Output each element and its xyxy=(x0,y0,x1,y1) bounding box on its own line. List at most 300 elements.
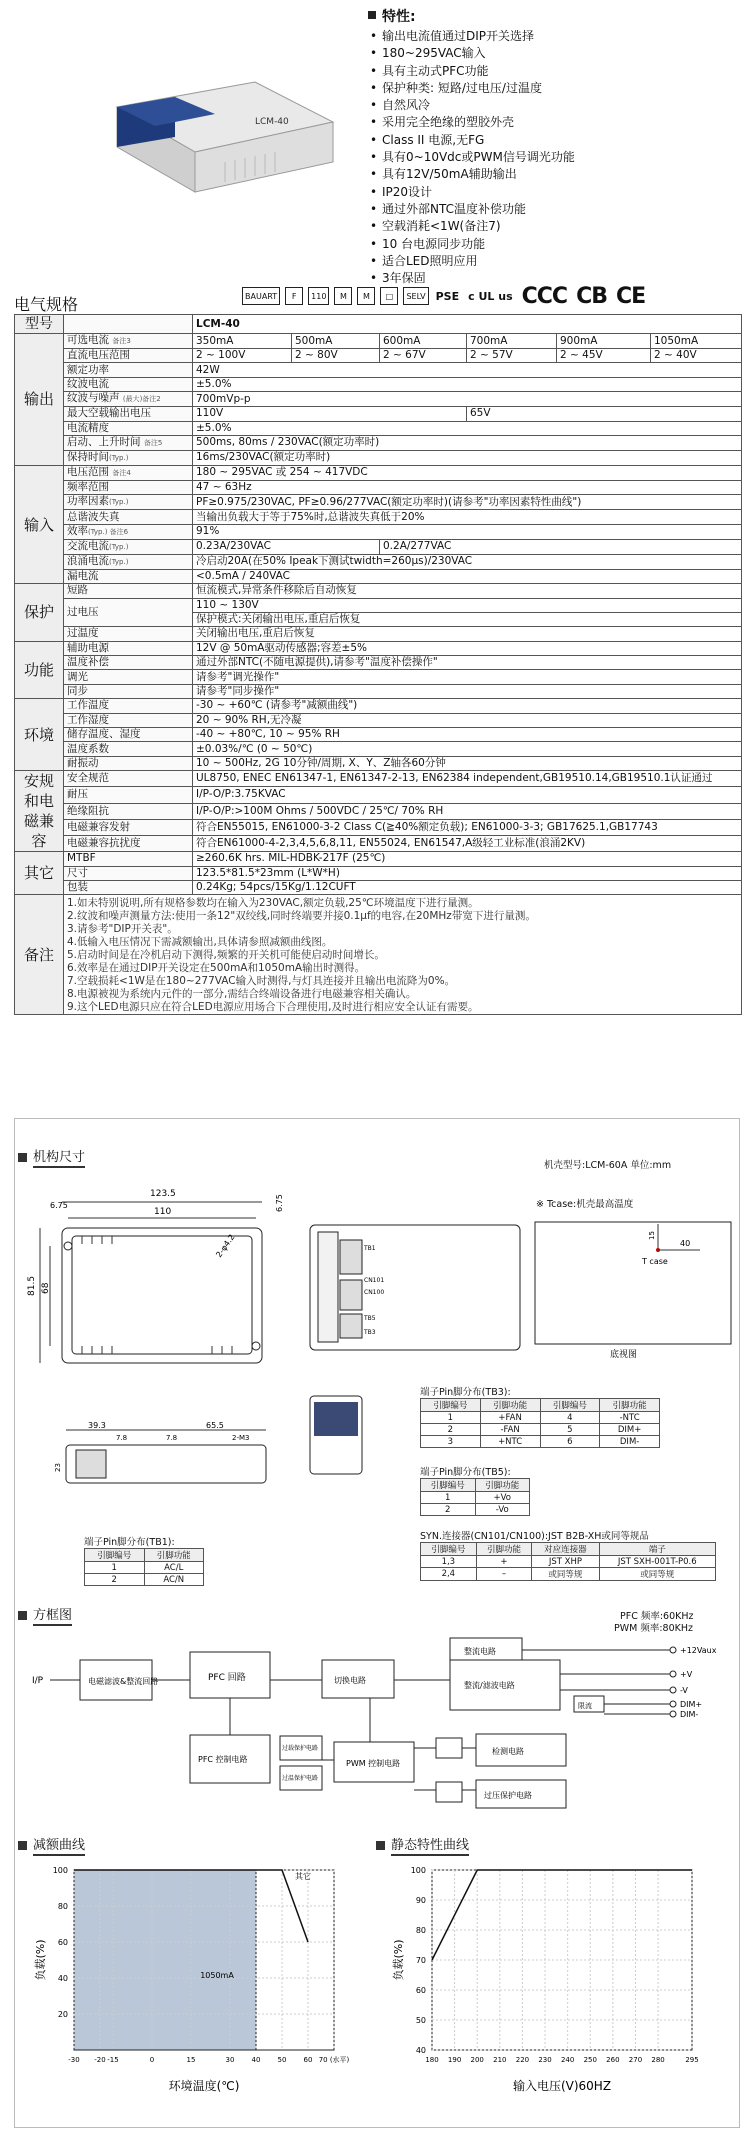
header-cell: 引脚编号 xyxy=(421,1479,476,1492)
cell: 0.2A/277VAC xyxy=(380,539,742,554)
y-tick-label: 90 xyxy=(415,1896,426,1905)
y-tick-label: 40 xyxy=(57,1974,68,1983)
cell: 通过外部NTC(不随电源提供),请参考"温度补偿操作" xyxy=(193,656,742,670)
x-tick-label: 190 xyxy=(447,2056,462,2064)
table-header-row xyxy=(421,1479,530,1492)
cell: 42W xyxy=(193,363,742,377)
row-label: 交流电流(Typ.) xyxy=(64,539,193,554)
x-tick-label: 220 xyxy=(515,2056,530,2064)
x-tick-label: -30 xyxy=(68,2056,80,2064)
connector-label: CN100 xyxy=(364,1289,385,1296)
cell: 2 ~ 80V xyxy=(292,349,380,363)
table-cell: -Vo xyxy=(475,1504,530,1516)
table-cell: 2,4 xyxy=(421,1568,477,1581)
cell: 1050mA xyxy=(651,334,742,349)
table-row xyxy=(421,1556,716,1568)
pfc-ctrl-block: PFC 控制电路 xyxy=(198,1755,248,1764)
table-cell: +Vo xyxy=(475,1492,530,1504)
tb3-table xyxy=(420,1398,660,1448)
table-cell: 2 xyxy=(421,1424,481,1436)
dimm-label: DIM- xyxy=(680,1710,699,1719)
group-safety: 安规和电磁兼容 xyxy=(15,771,64,852)
dim-label: 68 xyxy=(41,1282,51,1294)
feature-item: • Class II 电源,无FG xyxy=(368,132,738,149)
derating-chart xyxy=(20,1860,360,2120)
x-tick-label: 295 xyxy=(685,2056,699,2064)
group-function: 功能 xyxy=(15,641,64,699)
x-tick-label: 230 xyxy=(538,2056,552,2064)
cell: I/P-O/P:>100M Ohms / 500VDC / 25℃/ 70% RH xyxy=(193,803,742,819)
feature-item: • 具有主动式PFC功能 xyxy=(368,63,738,80)
row-label: 电压范围 备注4 xyxy=(64,465,193,480)
square-bullet-icon xyxy=(18,1153,27,1162)
features-block xyxy=(368,6,738,287)
row-label: MTBF xyxy=(64,852,193,866)
ovp-block: 过压保护电路 xyxy=(484,1791,532,1800)
table-cell: 1,3 xyxy=(421,1556,477,1568)
cell: 123.5*81.5*23mm (L*W*H) xyxy=(193,866,742,880)
row-label: 纹波电流 xyxy=(64,377,193,391)
dim-label: 40 xyxy=(680,1239,691,1248)
row-label: 绝缘阻抗 xyxy=(64,803,193,819)
bottom-view-label: 底视图 xyxy=(610,1350,638,1360)
feature-item: • 适合LED照明应用 xyxy=(368,253,738,270)
cell: 当输出负载大于等于75%时,总谐波失真低于20% xyxy=(193,510,742,524)
features-title: 特性: xyxy=(368,6,738,26)
cell: 500ms, 80ms / 230VAC(额定功率时) xyxy=(193,435,742,450)
block-diagram xyxy=(30,1630,730,1830)
table-row xyxy=(421,1492,530,1504)
row-label: 包装 xyxy=(64,880,193,894)
y-axis-label: 负载(%) xyxy=(392,1939,405,1981)
connector-label: CN101 xyxy=(364,1277,385,1284)
cell: 保护模式:关闭输出电压,重启后恢复 xyxy=(193,612,742,626)
cell: 20 ~ 90% RH,无冷凝 xyxy=(193,713,742,727)
dim-label: 110 xyxy=(154,1207,172,1217)
cert-logo: M xyxy=(357,287,375,305)
cell: 500mA xyxy=(292,334,380,349)
vplus-label: +V xyxy=(680,1670,693,1679)
static-chart xyxy=(378,1860,718,2120)
cell: I/P-O/P:3.75KVAC xyxy=(193,787,742,803)
x-tick-label: 260 xyxy=(606,2056,620,2064)
table-cell: 2 xyxy=(421,1504,476,1516)
spec-title: 电气规格 xyxy=(14,295,79,314)
dim-label: 7.8 xyxy=(116,1434,128,1442)
note-line: 9.这个LED电源只应在符合LED电源应用场合下合理使用,及时进行相应安全认证有需要。 xyxy=(67,1001,479,1014)
row-label: 尺寸 xyxy=(64,866,193,880)
row-label: 储存温度、湿度 xyxy=(64,728,193,742)
case-number: 机壳型号:LCM-60A 单位:mm xyxy=(544,1160,672,1171)
features-list xyxy=(368,28,738,287)
header-cell: 对应连接器 xyxy=(532,1543,599,1556)
region-label: 1050mA xyxy=(200,1971,234,1980)
dim-label: 6.75 xyxy=(275,1194,284,1212)
cell: 0.23A/230VAC xyxy=(193,539,380,554)
row-label: 浪涌电流(Typ.) xyxy=(64,554,193,569)
table-header-row xyxy=(85,1549,204,1562)
note-line: 3.请参考"DIP开关表"。 xyxy=(67,923,178,936)
header-cell: 引脚功能 xyxy=(475,1479,530,1492)
y-tick-label: 80 xyxy=(57,1902,68,1911)
product-label: LCM-40 xyxy=(255,117,289,127)
y-tick-label: 100 xyxy=(410,1866,426,1875)
row-label: 温度系数 xyxy=(64,742,193,756)
cell: <0.5mA / 240VAC xyxy=(193,569,742,583)
table-cell: -FAN xyxy=(480,1424,540,1436)
feature-item: • IP20设计 xyxy=(368,184,738,201)
feature-item: • 保护种类: 短路/过电压/过温度 xyxy=(368,80,738,97)
header-cell: 引脚功能 xyxy=(600,1399,660,1412)
table-cell: DIM+ xyxy=(600,1424,660,1436)
cell: 10 ~ 500Hz, 2G 10分钟/周期, X、Y、Z轴各60分钟 xyxy=(193,756,742,770)
emi-block: 电磁滤波&整流回路 xyxy=(88,1677,159,1686)
table-cell: AC/L xyxy=(144,1562,204,1574)
cell: 关闭输出电压,重启后恢复 xyxy=(193,627,742,641)
note-line: 2.纹波和噪声测量方法:使用一条12"双绞线,同时终端要并接0.1μf的电容,在20MHz带宽下进行量测。 xyxy=(67,910,536,923)
x-tick-label: 30 xyxy=(225,2056,235,2064)
feature-item: • 空载消耗<1W(备注7) xyxy=(368,218,738,235)
table-cell: AC/N xyxy=(144,1574,204,1586)
table-cell: – xyxy=(476,1568,532,1581)
dim-label: 39.3 xyxy=(88,1421,106,1430)
product-image xyxy=(105,52,345,202)
dim-label: 123.5 xyxy=(150,1189,176,1199)
cell: PF≥0.975/230VAC, PF≥0.96/277VAC(额定功率时)(请参考"功率因素特性曲线") xyxy=(193,495,742,510)
table-cell: 1 xyxy=(85,1562,145,1574)
cell: 2 ~ 67V xyxy=(380,349,467,363)
tb3-title: 端子Pin脚分布(TB3): xyxy=(420,1387,511,1398)
table-row xyxy=(421,1436,660,1448)
rectfilter-block: 整流/滤波电路 xyxy=(464,1681,515,1690)
header-cell: 引脚功能 xyxy=(480,1399,540,1412)
cell: 冷启动20A(在50% Ipeak下测试twidth=260μs)/230VAC xyxy=(193,554,742,569)
dim-label: 2-φ4.2 xyxy=(214,1232,237,1260)
row-label: 同步 xyxy=(64,684,193,698)
cell: ±5.0% xyxy=(193,377,742,391)
row-label: 额定功率 xyxy=(64,363,193,377)
feature-item: • 采用完全绝缘的塑胶外壳 xyxy=(368,114,738,131)
table-row xyxy=(85,1574,204,1586)
detect-block: 检测电路 xyxy=(492,1747,524,1756)
end-view-drawing xyxy=(302,1392,372,1478)
cell: 请参考"同步操作" xyxy=(193,684,742,698)
x-tick-label: 200 xyxy=(470,2056,484,2064)
table-cell: 5 xyxy=(540,1424,600,1436)
ocp-block: 过载保护电路 xyxy=(282,1745,319,1752)
static-section-title: 静态特性曲线 xyxy=(376,1834,469,1856)
row-label: 辅助电源 xyxy=(64,641,193,655)
vminus-label: -V xyxy=(680,1686,688,1695)
x-tick-label: 270 xyxy=(628,2056,643,2064)
table-header-row xyxy=(421,1543,716,1556)
connector-label: TB3 xyxy=(364,1329,376,1336)
table-cell: 3 xyxy=(421,1436,481,1448)
square-bullet-icon xyxy=(368,11,376,19)
header-cell: 引脚编号 xyxy=(85,1549,145,1562)
cert-logo: M xyxy=(334,287,352,305)
x-tick-label: 280 xyxy=(651,2056,665,2064)
row-label: 可选电流 备注3 xyxy=(64,334,193,349)
header-cell: 引脚功能 xyxy=(144,1549,204,1562)
syn-table xyxy=(420,1542,716,1581)
y-tick-label: 50 xyxy=(415,2016,426,2025)
cell: 65V xyxy=(467,407,742,421)
row-label: 调光 xyxy=(64,670,193,684)
y-tick-label: 20 xyxy=(57,2010,68,2019)
row-label: 电磁兼容发射 xyxy=(64,819,193,835)
cert-logo: F xyxy=(285,287,303,305)
table-row xyxy=(421,1568,716,1581)
mech-section-title: 机构尺寸 xyxy=(18,1146,85,1168)
x-axis-label: 输入电压(V)60HZ xyxy=(512,2079,612,2093)
cert-logos xyxy=(242,284,742,308)
aux-out-label: +12Vaux xyxy=(680,1646,717,1655)
table-cell: DIM- xyxy=(600,1436,660,1448)
row-label: 直流电压范围 xyxy=(64,349,193,363)
feature-item: • 通过外部NTC温度补偿功能 xyxy=(368,201,738,218)
bottom-view-drawing xyxy=(530,1212,736,1362)
cert-logo: PSE xyxy=(435,289,460,303)
cell: 恒流模式,异常条件移除后自动恢复 xyxy=(193,584,742,598)
table-cell: 6 xyxy=(540,1436,600,1448)
note-line: 7.空载损耗<1W是在180~277VAC输入时测得,与灯具连接并且输出电流降为0%。 xyxy=(67,975,456,988)
x-tick-label: 240 xyxy=(560,2056,575,2064)
x-tick-label: 50 xyxy=(277,2056,287,2064)
note-line: 5.启动时间是在冷机启动下测得,频繁的开关机可能使启动时间增长。 xyxy=(67,949,385,962)
table-header-row xyxy=(421,1399,660,1412)
y-axis-label: 负载(%) xyxy=(34,1939,47,1981)
row-label: 纹波与噪声 (最大)备注2 xyxy=(64,392,193,407)
dim-label: 15 xyxy=(648,1231,656,1240)
table-cell: 1 xyxy=(421,1412,481,1424)
y-tick-label: 70 xyxy=(415,1956,426,1965)
row-label: 耐压 xyxy=(64,787,193,803)
cell: 2 ~ 100V xyxy=(193,349,292,363)
table-cell: 2 xyxy=(85,1574,145,1586)
table-row xyxy=(421,1412,660,1424)
cert-logo: □ xyxy=(380,287,398,305)
cell: 47 ~ 63Hz xyxy=(193,480,742,494)
cell: UL8750, ENEC EN61347-1, EN61347-2-13, EN62384 independent,GB19510.14,GB19510.1认证通过 xyxy=(193,771,742,787)
feature-item: • 180~295VAC输入 xyxy=(368,45,738,62)
table-cell: JST XHP xyxy=(532,1556,599,1568)
limit-block: 限流 xyxy=(578,1702,592,1710)
syn-title: SYN.连接器(CN101/CN100):JST B2B-XH或同等规品 xyxy=(420,1531,649,1542)
series-line xyxy=(432,1870,692,1960)
cell: 0.24Kg; 54pcs/15Kg/1.12CUFT xyxy=(193,880,742,894)
pwm-block: PWM 控制电路 xyxy=(346,1759,401,1768)
table-cell: JST SXH-001T-P0.6 xyxy=(599,1556,716,1568)
x-tick-label: -15 xyxy=(107,2056,119,2064)
cell: 2 ~ 45V xyxy=(557,349,651,363)
y-tick-label: 80 xyxy=(415,1926,426,1935)
x-tick-label: 180 xyxy=(425,2056,439,2064)
row-label: 保持时间(Typ.) xyxy=(64,450,193,465)
cell: 16ms/230VAC(额定功率时) xyxy=(193,450,742,465)
group-protection: 保护 xyxy=(15,584,64,642)
dim-label: 6.75 xyxy=(50,1201,68,1210)
dim-label: 65.5 xyxy=(206,1421,224,1430)
x-tick-label: 210 xyxy=(493,2056,507,2064)
dim-label: 81.5 xyxy=(27,1275,37,1296)
cert-logo: CE xyxy=(615,283,646,309)
cert-logo: BAUART xyxy=(242,287,280,305)
top-view-drawing xyxy=(20,1178,310,1438)
group-input: 输入 xyxy=(15,465,64,583)
switch-block: 切换电路 xyxy=(334,1676,366,1685)
cell: ≥260.6K hrs. MIL-HDBK-217F (25℃) xyxy=(193,852,742,866)
dimp-label: DIM+ xyxy=(680,1700,703,1709)
x-tick-label: -20 xyxy=(94,2056,106,2064)
tb1-title: 端子Pin脚分布(TB1): xyxy=(84,1537,175,1548)
x-tick-label: 40 xyxy=(251,2056,261,2064)
otp-block: 过温保护电路 xyxy=(282,1775,319,1782)
rect-block: 整流电路 xyxy=(464,1647,496,1656)
y-tick-label: 40 xyxy=(415,2046,426,2055)
table-cell: 4 xyxy=(540,1412,600,1424)
cell: 180 ~ 295VAC 或 254 ~ 417VDC xyxy=(193,465,742,480)
connector-label: TB5 xyxy=(364,1315,376,1322)
note-line: 1.如未特别说明,所有规格参数均在输入为230VAC,额定负载,25℃环境温度下进行量测。 xyxy=(67,897,479,910)
row-label: 总谐波失真 xyxy=(64,510,193,524)
series-area-1050mA xyxy=(74,1870,256,2050)
row-label: 频率范围 xyxy=(64,480,193,494)
x-tick-label: 60 xyxy=(303,2056,313,2064)
table-row xyxy=(85,1562,204,1574)
cell: 600mA xyxy=(380,334,467,349)
square-bullet-icon xyxy=(18,1841,27,1850)
cert-logo: CB xyxy=(576,283,607,309)
cell: 700mVp-p xyxy=(193,392,742,407)
cell: 110V xyxy=(193,407,467,421)
side-view-drawing xyxy=(56,1420,296,1500)
square-bullet-icon xyxy=(376,1841,385,1850)
feature-item: • 3年保固 xyxy=(368,270,738,287)
note-line: 4.低输入电压情况下需减额输出,具体请参照减额曲线图。 xyxy=(67,936,333,949)
y-tick-label: 100 xyxy=(52,1866,68,1875)
cell: -40 ~ +80℃, 10 ~ 95% RH xyxy=(193,728,742,742)
cert-logo: c UL us xyxy=(468,289,513,303)
x-tick-label: 250 xyxy=(583,2056,597,2064)
tb5-table xyxy=(420,1478,530,1516)
feature-item: • 输出电流值通过DIP开关选择 xyxy=(368,28,738,45)
row-label: 效率(Typ.) 备注6 xyxy=(64,524,193,539)
tb5-title: 端子Pin脚分布(TB5): xyxy=(420,1467,511,1478)
cert-logo: 110 xyxy=(308,287,329,305)
dim-label: 2-M3 xyxy=(232,1434,250,1442)
cell: ±0.03%/℃ (0 ~ 50℃) xyxy=(193,742,742,756)
table-row xyxy=(421,1504,530,1516)
header-cell: 引脚功能 xyxy=(476,1543,532,1556)
cell: 2 ~ 57V xyxy=(467,349,557,363)
group-notes: 备注 xyxy=(15,895,64,1015)
cert-logo: SELV xyxy=(403,287,428,305)
table-cell: -NTC xyxy=(600,1412,660,1424)
cell: -30 ~ +60℃ (请参考"减额曲线") xyxy=(193,699,742,713)
cell: 350mA xyxy=(193,334,292,349)
cell: 700mA xyxy=(467,334,557,349)
header-cell: 引脚编号 xyxy=(540,1399,600,1412)
model-value: LCM-40 xyxy=(193,315,742,334)
pfc-freq: PFC 频率:60KHz xyxy=(620,1611,694,1622)
cell: 符合EN55015, EN61000-3-2 Class C(≧40%额定负载); EN61000-3-3; GB17625.1,GB17743 xyxy=(193,819,742,835)
row-label: 短路 xyxy=(64,584,193,598)
other-label: 其它 xyxy=(295,1872,311,1881)
table-row xyxy=(421,1424,660,1436)
feature-item: • 具有0~10Vdc或PWM信号调光功能 xyxy=(368,149,738,166)
row-label: 漏电流 xyxy=(64,569,193,583)
cell: ±5.0% xyxy=(193,421,742,435)
feature-item: • 自然风冷 xyxy=(368,97,738,114)
row-label: 功率因素(Typ.) xyxy=(64,495,193,510)
y-tick-label: 60 xyxy=(415,1986,426,1995)
cell: 2 ~ 40V xyxy=(651,349,742,363)
row-label: 电磁兼容抗扰度 xyxy=(64,835,193,851)
table-cell: + xyxy=(476,1556,532,1568)
cell: 900mA xyxy=(557,334,651,349)
group-others: 其它 xyxy=(15,852,64,895)
cell: 请参考"调光操作" xyxy=(193,670,742,684)
row-label: 最大空载输出电压 xyxy=(64,407,193,421)
group-environment: 环境 xyxy=(15,699,64,771)
row-label: 启动、上升时间 备注5 xyxy=(64,435,193,450)
table-cell: 或同等规 xyxy=(599,1568,716,1581)
cell: 91% xyxy=(193,524,742,539)
table-cell: 1 xyxy=(421,1492,476,1504)
y-tick-label: 60 xyxy=(57,1938,68,1947)
x-axis-label: 环境温度(℃) xyxy=(168,2079,240,2093)
square-bullet-icon xyxy=(18,1611,27,1620)
cell: 110 ~ 130V xyxy=(193,598,742,612)
cell: 12V @ 50mA驱动传感器;容差±5% xyxy=(193,641,742,655)
row-label: 安全规范 xyxy=(64,771,193,787)
note-line: 8.电源被视为系统内元件的一部分,需结合终端设备进行电磁兼容相关确认。 xyxy=(67,988,417,1001)
row-label: 耐振动 xyxy=(64,756,193,770)
header-cell: 引脚编号 xyxy=(421,1543,477,1556)
tcase-note: ※ Tcase:机壳最高温度 xyxy=(536,1199,634,1210)
table-cell: +NTC xyxy=(480,1436,540,1448)
table-cell: +FAN xyxy=(480,1412,540,1424)
feature-item: • 10 台电源同步功能 xyxy=(368,236,738,253)
x-tick-label: 15 xyxy=(186,2056,196,2064)
row-label: 过电压 xyxy=(64,598,193,627)
x-tick-label: 70 (水平) xyxy=(318,2056,350,2064)
row-label: 温度补偿 xyxy=(64,656,193,670)
row-label: 电流精度 xyxy=(64,421,193,435)
header-cell: 引脚编号 xyxy=(421,1399,481,1412)
x-tick-label: 0 xyxy=(149,2056,155,2064)
note-line: 6.效率是在通过DIP开关设定在500mA和1050mA输出时测得。 xyxy=(67,962,366,975)
row-label: 工作温度 xyxy=(64,699,193,713)
model-label: 型号 xyxy=(15,315,64,334)
cert-logo: CCC xyxy=(521,283,568,309)
derating-section-title: 减额曲线 xyxy=(18,1834,85,1856)
tcase-label: T case xyxy=(642,1257,668,1266)
block-section-title: 方框图 xyxy=(18,1604,72,1626)
notes-cell xyxy=(64,895,742,1015)
spec-table xyxy=(14,314,742,1015)
feature-item: • 具有12V/50mA辅助输出 xyxy=(368,166,738,183)
table-cell: 或同等规 xyxy=(532,1568,599,1581)
dim-label: 23 xyxy=(54,1463,62,1472)
row-label: 过温度 xyxy=(64,627,193,641)
pfc-block: PFC 回路 xyxy=(208,1673,246,1683)
cell: 符合EN61000-4-2,3,4,5,6,8,11, EN55024, EN61547,A级轻工业标准(浪涌2KV) xyxy=(193,835,742,851)
tb1-table xyxy=(84,1548,204,1586)
connector-view-drawing xyxy=(300,1220,530,1360)
group-output: 输出 xyxy=(15,334,64,466)
